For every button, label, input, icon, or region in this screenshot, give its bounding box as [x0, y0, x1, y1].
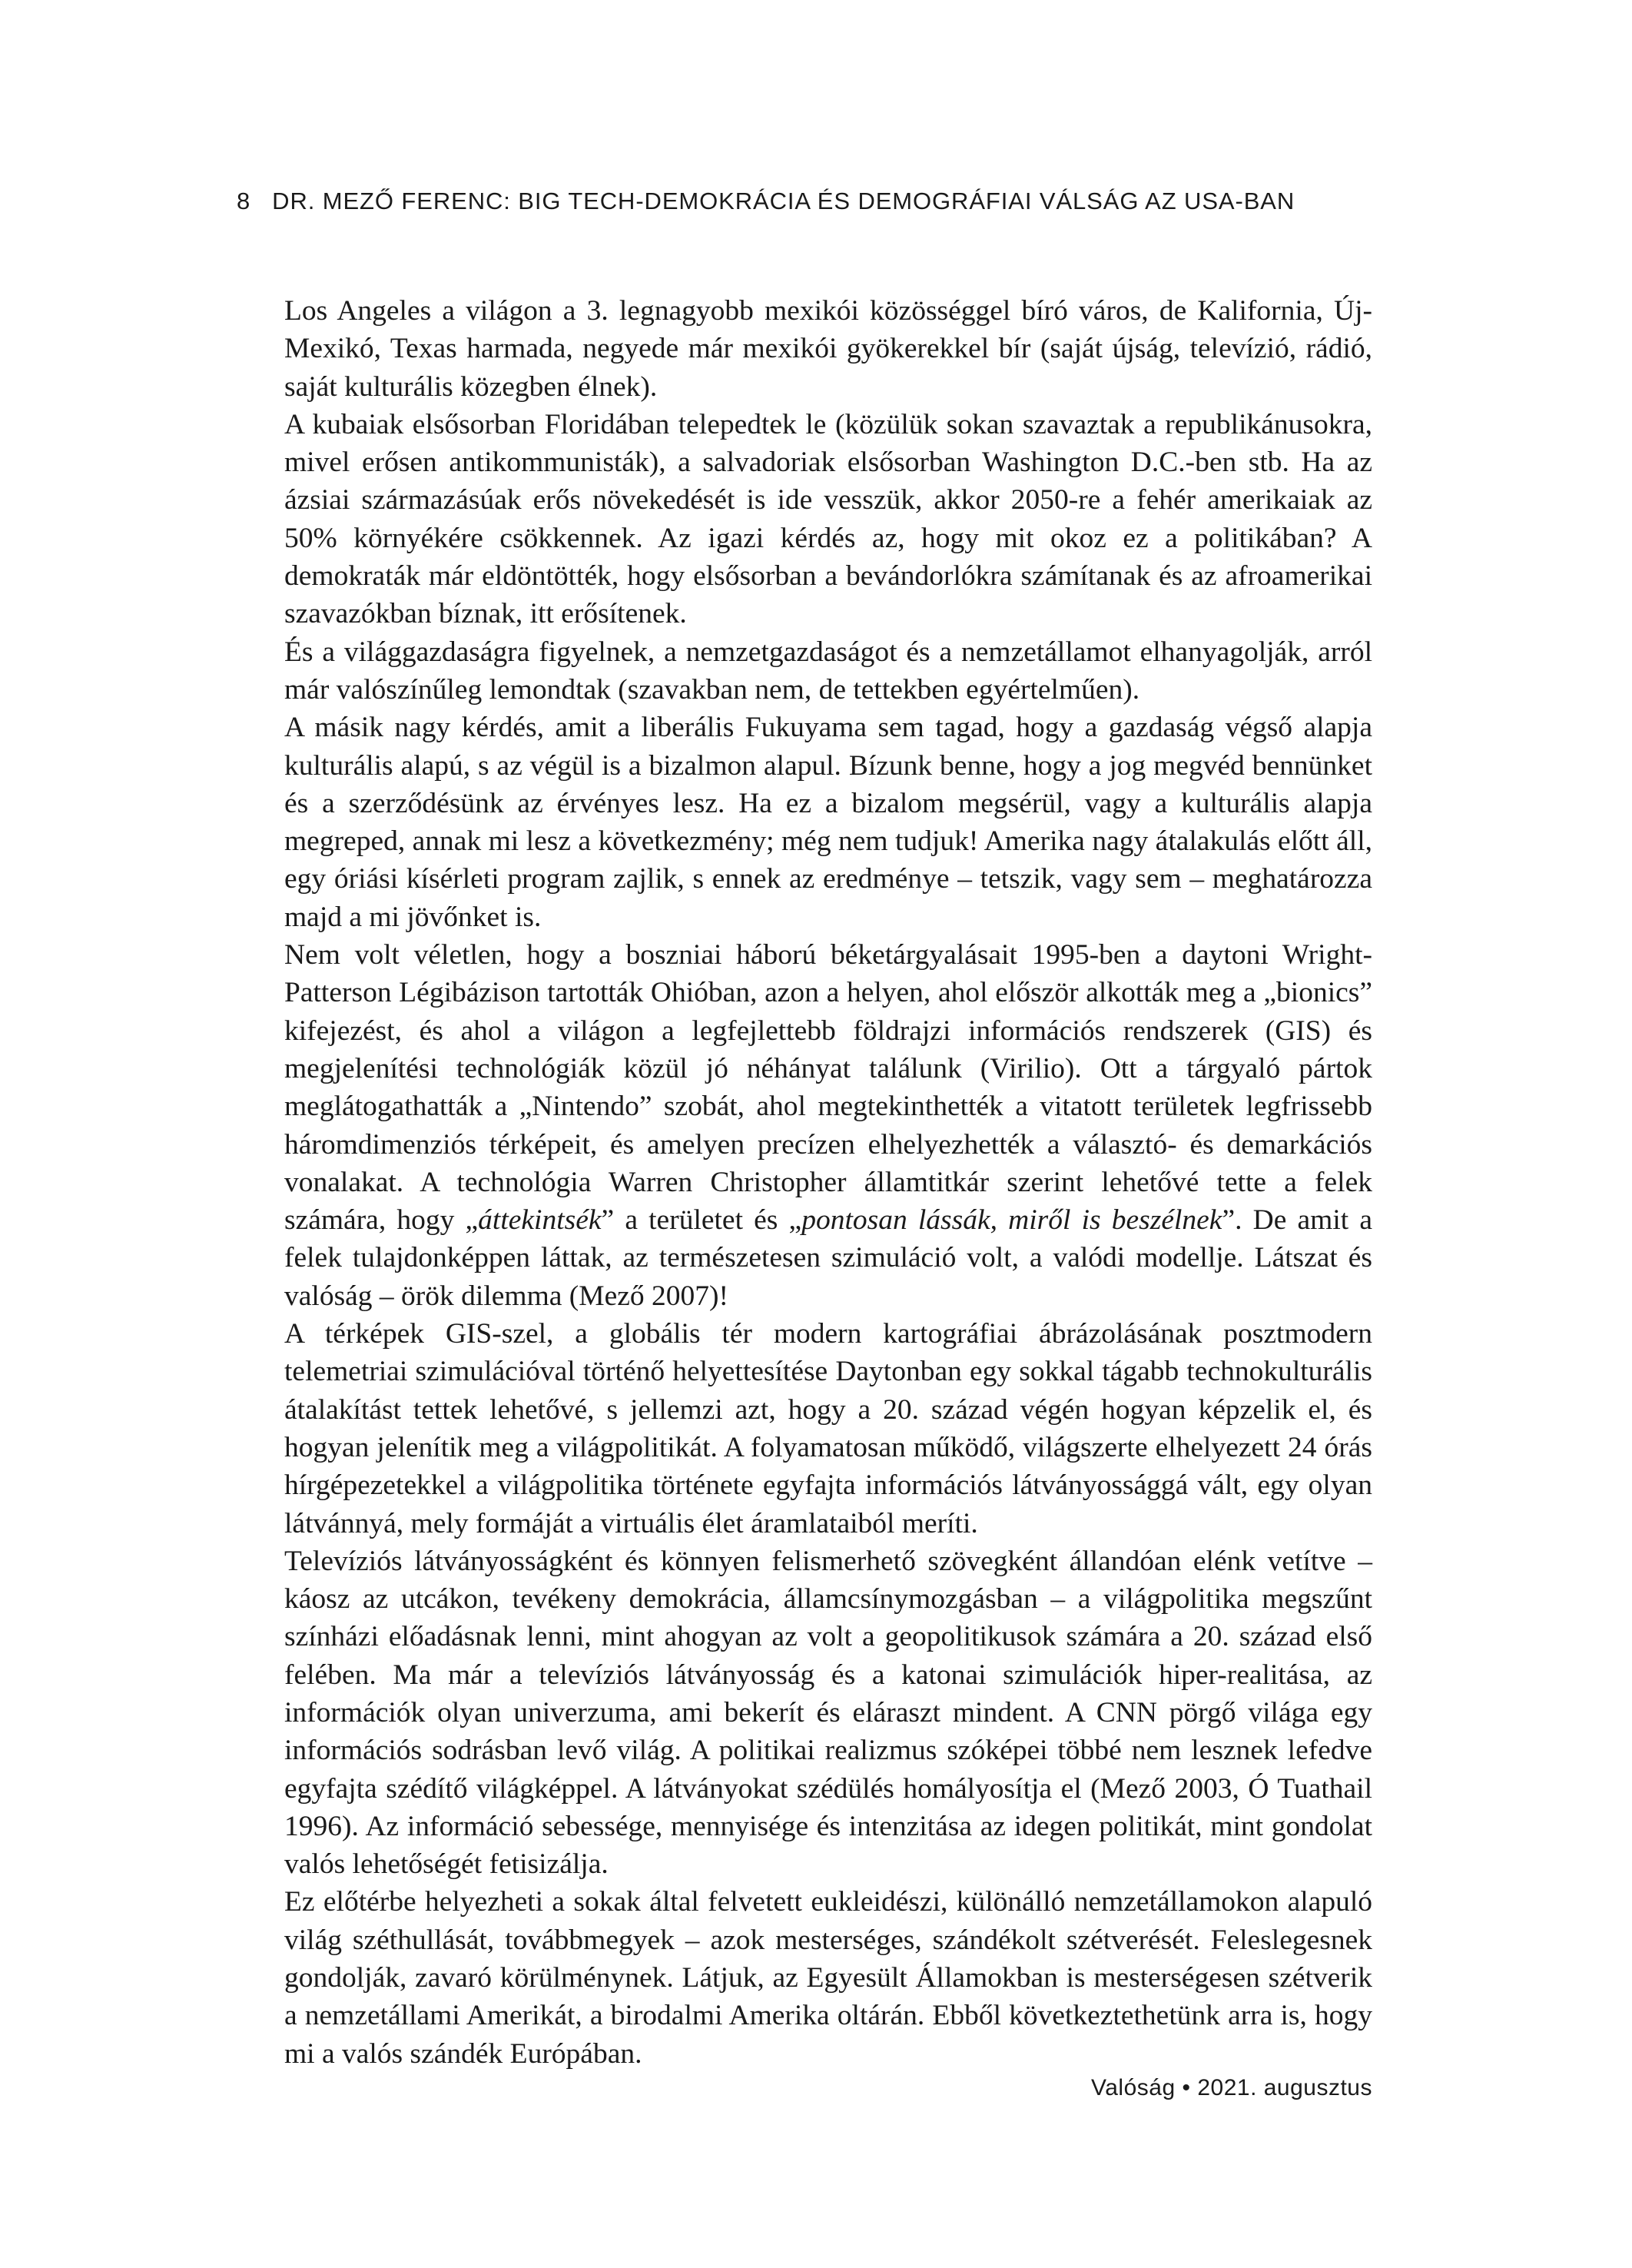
publication-info: Valóság • 2021. augusztus — [1090, 2075, 1372, 2100]
page-footer — [1091, 2075, 1372, 2101]
paragraph-4: A másik nagy kérdés, amit a liberális Fukuyama sem tagad, hogy a gazdaság végső alapja kulturális alapú, s az végül is a bizalmon alapul. Bízunk benne, hogy a jog megvéd bennünket és a szerződésünk az érvényes lesz. Ha ez a bizalom megsérül, vagy a kulturális alapja megreped, annak mi lesz a következmény; még nem tudjuk! Amerika nagy átalakulás előtt áll, egy óriási kísérleti program zajlik, s ennek az eredménye – tetszik, vagy sem – meghatározza majd a mi jövőnket is. — [284, 712, 1372, 933]
paragraph-1: Los Angeles a világon a 3. legnagyobb mexikói közösséggel bíró város, de Kalifornia, Új-Mexikó, Texas harmada, negyede már mexikói gyökerekkel bír (saját újság, televízió, rádió, saját kulturális közegben élnek). — [284, 295, 1372, 403]
paragraph-5-italic-2: pontosan lássák, miről is beszélnek — [801, 1204, 1222, 1237]
page-number: 8 — [237, 188, 251, 214]
paragraph-5 — [284, 936, 1372, 1315]
paragraph-2: A kubaiak elsősorban Floridában telepedtek le (közülük sokan szavaztak a republikánusokra, mivel erősen antikommunisták), a salvadoriak elsősorban Washington D.C.-ben stb. Ha az ázsiai származásúak erős növekedését is ide vesszük, akkor 2050-re a fehér amerikaiak az 50% környékére csökkennek. Az igazi kérdés az, hogy mit okoz ez a politikában? A demokraták már eldöntötték, hogy elsősorban a bevándorlókra számítanak és az afroamerikai szavazókban bíznak, itt erősítenek. — [284, 408, 1372, 630]
running-title: DR. MEZŐ FERENC: BIG TECH-DEMOKRÁCIA ÉS DEMOGRÁFIAI VÁLSÁG AZ USA-BAN — [272, 188, 1295, 214]
paragraph-3: És a világgazdaságra figyelnek, a nemzetgazdaságot és a nemzetállamot elhanyagolják, arról már valószínűleg lemondtak (szavakban nem, de tettekben egyértelműen). — [284, 636, 1372, 706]
running-header — [237, 188, 1372, 215]
paragraph-6: A térképek GIS-szel, a globális tér modern kartográfiai ábrázolásának posztmodern telemetriai szimulációval történő helyettesítése Daytonban egy sokkal tágabb technokulturális átalakítást tettek lehetővé, s jellemzi azt, hogy a 20. század végén hogyan képzelik el, és hogyan jelenítik meg a világpolitikát. A folyamatosan működő, világszerte elhelyezett 24 órás hírgépezetekkel a világpolitika története egyfajta információs látványossággá vált, egy olyan látvánnyá, mely formáját a virtuális élet áramlataiból meríti. — [284, 1318, 1372, 1539]
article-body — [284, 292, 1372, 2073]
paragraph-7: Televíziós látványosságként és könnyen felismerhető szövegként állandóan elénk vetítve – káosz az utcákon, tevékeny demokrácia, államcsínymozgásban – a világpolitika megszűnt színházi előadásnak lenni, mint ahogyan az volt a geopolitikusok számára a 20. század első felében. Ma már a televíziós látványosság és a katonai szimulációk hiper-realitása, az információk olyan univerzuma, ami bekerít és eláraszt mindent. A CNN pörgő világa egy információs sodrásban levő világ. A politikai realizmus szóképei többé nem lesznek lefedve egyfajta szédítő világképpel. A látványokat szédülés homályosítja el (Mező 2003, Ó Tuathail 1996). Az információ sebessége, mennyisége és intenzitása az idegen politikát, mint gondolat valós lehetőségét fetisizálja. — [284, 1545, 1372, 1881]
paragraph-5-text-2: ” a területet és „ — [601, 1204, 802, 1237]
paragraph-5-text-3: ”. De amit a felek tulajdonképpen láttak, az természetesen szimuláció volt, a valódi modellje. Látszat és valóság – örök dilemma (Mező 2007)! — [284, 1204, 1372, 1312]
paragraph-8: Ez előtérbe helyezheti a sokak által felvetett eukleidészi, különálló nemzetállamokon alapuló világ széthullását, továbbmegyek – azok mesterséges, szándékolt szétverését. Feleslegesnek gondolják, zavaró körülménynek. Látjuk, az Egyesült Államokban is mesterségesen szétverik a nemzetállami Amerikát, a birodalmi Amerika oltárán. Ebből következtethetünk arra is, hogy mi a valós szándék Európában. — [284, 1886, 1372, 2070]
paragraph-5-italic-1: áttekintsék — [478, 1204, 602, 1237]
paragraph-5-text-1: Nem volt véletlen, hogy a boszniai háború béketárgyalásait 1995-ben a daytoni Wright-Patterson Légibázison tartották Ohióban, azon a helyen, ahol először alkották meg a „bionics” kifejezést, és ahol a világon a legfejlettebb földrajzi információs rendszerek (GIS) és megjelenítési technológiák közül jó néhányat találunk (Virilio). Ott a tárgyaló pártok meglátogathatták a „Nintendo” szobát, ahol megtekinthették a vitatott területek legfrissebb háromdimenziós térképeit, és amelyen precízen elhelyezhették a választó- és demarkációs vonalakat. A technológia Warren Christopher államtitkár szerint lehetővé tette a felek számára, hogy „ — [284, 939, 1372, 1237]
